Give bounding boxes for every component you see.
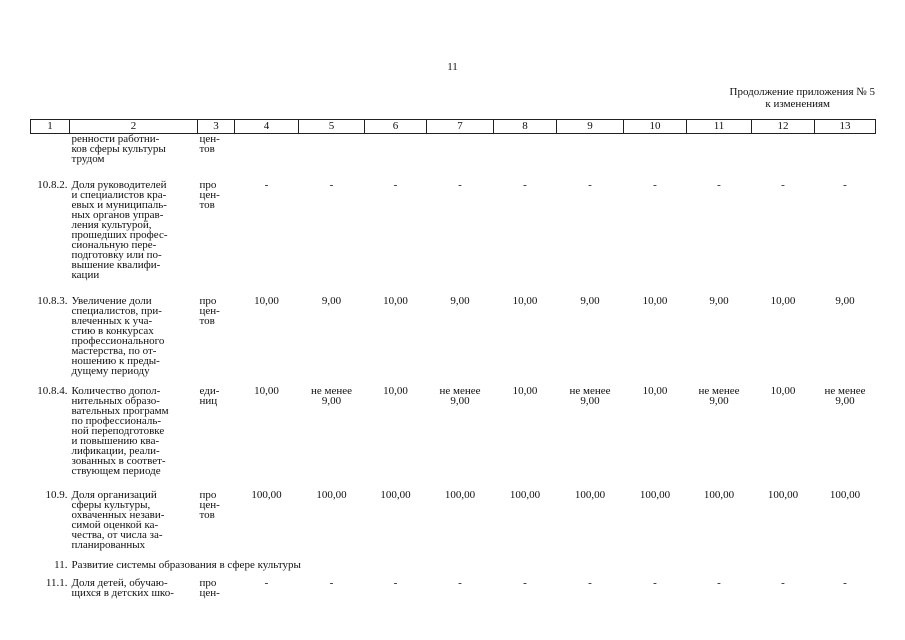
value-cell: -: [458, 577, 462, 589]
value-cell: -: [588, 577, 592, 589]
header-cell: 3: [198, 120, 235, 134]
indicator-name: ренности работни- ков сферы культуры трудом: [71, 133, 166, 165]
value-cell: 9,00: [321, 294, 342, 307]
value-cell: 10,00: [642, 294, 668, 307]
header-cell: 1: [31, 120, 70, 134]
value-cell: 100,00: [509, 489, 541, 501]
header-cell: 2: [70, 120, 198, 134]
header-cell: 5: [299, 120, 365, 134]
section-title: Развитие системы образования в сфере культуры: [71, 559, 301, 571]
indicator-name: Доля организаций сферы культуры, охваченных незави- симой оценкой ка- чества, от числа за- планированных: [71, 489, 165, 551]
unit-of-measure: про цен- тов: [199, 294, 220, 327]
header-cell: 7: [427, 120, 494, 134]
table-row: [31, 578, 876, 606]
value-cell: 9,00: [709, 294, 729, 307]
value-cell: [427, 134, 494, 180]
value-cell: 9,00: [580, 294, 600, 307]
indicator-name: Увеличение доли специалистов, при- влеченных к уча- стию в конкурсах профессионального мастерства, по от- ношению к преды- дущему периоду: [71, 294, 165, 377]
value-cell: -: [458, 179, 462, 191]
value-cell: -: [523, 577, 527, 589]
value-cell: [752, 134, 815, 180]
header-cell: 10: [624, 120, 687, 134]
value-cell: -: [329, 179, 334, 191]
continuation-line-2: к изменениям: [765, 98, 830, 110]
value-cell: -: [264, 577, 269, 589]
indicator-name: Доля руководителей и специалистов кра- евых и муниципаль- ных органов управ- ления культурой, прошедших профес- сиональную пере- подготовку или по- вышение квалифи- кации: [71, 179, 168, 281]
value-cell: 100,00: [767, 489, 799, 501]
appendix-continuation-note: [730, 86, 875, 110]
table-row: [31, 386, 876, 490]
section-number: 11.: [54, 559, 68, 571]
value-cell: -: [393, 577, 398, 589]
value-cell: [557, 134, 624, 180]
value-cell: [235, 134, 299, 180]
header-cell: 8: [494, 120, 557, 134]
indicators-table: [30, 119, 876, 606]
value-cell: не менее 9,00: [439, 385, 481, 407]
header-cell: 11: [687, 120, 752, 134]
value-cell: [299, 134, 365, 180]
value-cell: -: [264, 179, 269, 191]
value-cell: [687, 134, 752, 180]
page-number: 11: [447, 61, 458, 73]
unit-of-measure: про цен- тов: [199, 489, 220, 521]
unit-of-measure: цен- тов: [199, 133, 220, 155]
unit-of-measure: про цен-: [199, 577, 220, 599]
value-cell: -: [717, 179, 721, 191]
value-cell: 10,00: [512, 294, 538, 307]
value-cell: 10,00: [254, 294, 279, 307]
header-cell: 12: [752, 120, 815, 134]
value-cell: [365, 134, 427, 180]
value-cell: 100,00: [316, 489, 347, 501]
unit-of-measure: про цен- тов: [199, 179, 220, 211]
value-cell: -: [329, 577, 334, 589]
value-cell: 10,00: [383, 294, 408, 307]
value-cell: не менее 9,00: [698, 385, 740, 407]
section-row: [31, 560, 876, 578]
value-cell: -: [393, 179, 398, 191]
row-number: 10.8.4.: [37, 385, 68, 397]
row-number: [31, 134, 70, 180]
value-cell: -: [781, 179, 785, 191]
unit-of-measure: еди- ниц: [199, 385, 220, 407]
header-cell: 4: [235, 120, 299, 134]
value-cell: не менее 9,00: [569, 385, 611, 407]
value-cell: 100,00: [444, 489, 476, 501]
value-cell: 100,00: [703, 489, 735, 501]
value-cell: -: [717, 577, 721, 589]
value-cell: 10,00: [770, 294, 796, 307]
value-cell: 9,00: [835, 294, 855, 307]
value-cell: 100,00: [251, 489, 282, 501]
header-cell: 9: [557, 120, 624, 134]
value-cell: -: [588, 179, 592, 191]
row-number: 10.9.: [45, 489, 68, 501]
row-number: 10.8.3.: [37, 294, 68, 307]
value-cell: 10,00: [383, 385, 408, 397]
value-cell: не менее 9,00: [824, 385, 866, 407]
header-cell: 6: [365, 120, 427, 134]
value-cell: [494, 134, 557, 180]
indicator-name: Доля детей, обучаю- щихся в детских шко-: [71, 577, 174, 599]
value-cell: 100,00: [639, 489, 671, 501]
header-cell: 13: [815, 120, 876, 134]
value-cell: -: [653, 179, 657, 191]
value-cell: 10,00: [642, 385, 668, 397]
value-cell: [815, 134, 876, 180]
table-header-row: [31, 120, 876, 134]
value-cell: 100,00: [380, 489, 411, 501]
value-cell: -: [653, 577, 657, 589]
table-row: [31, 490, 876, 560]
row-number: 10.8.2.: [37, 179, 68, 191]
value-cell: 9,00: [450, 294, 470, 307]
value-cell: 100,00: [829, 489, 861, 501]
table-row: [31, 134, 876, 180]
table-row: [31, 180, 876, 290]
value-cell: 100,00: [574, 489, 606, 501]
value-cell: -: [523, 179, 527, 191]
row-number: 11.1.: [45, 577, 68, 589]
table-row: [31, 290, 876, 386]
value-cell: 10,00: [512, 385, 538, 397]
value-cell: -: [843, 577, 847, 589]
value-cell: 10,00: [770, 385, 796, 397]
indicator-name: Количество допол- нительных образо- вательных программ по профессиональ- ной переподготовке и повышению ква- лификации, реали- зованных в соответ- ствующем периоде: [71, 385, 169, 477]
value-cell: 10,00: [254, 385, 279, 397]
value-cell: не менее 9,00: [310, 385, 352, 407]
value-cell: -: [781, 577, 785, 589]
value-cell: -: [843, 179, 847, 191]
value-cell: [624, 134, 687, 180]
continuation-line-1: Продолжение приложения № 5: [729, 86, 875, 98]
